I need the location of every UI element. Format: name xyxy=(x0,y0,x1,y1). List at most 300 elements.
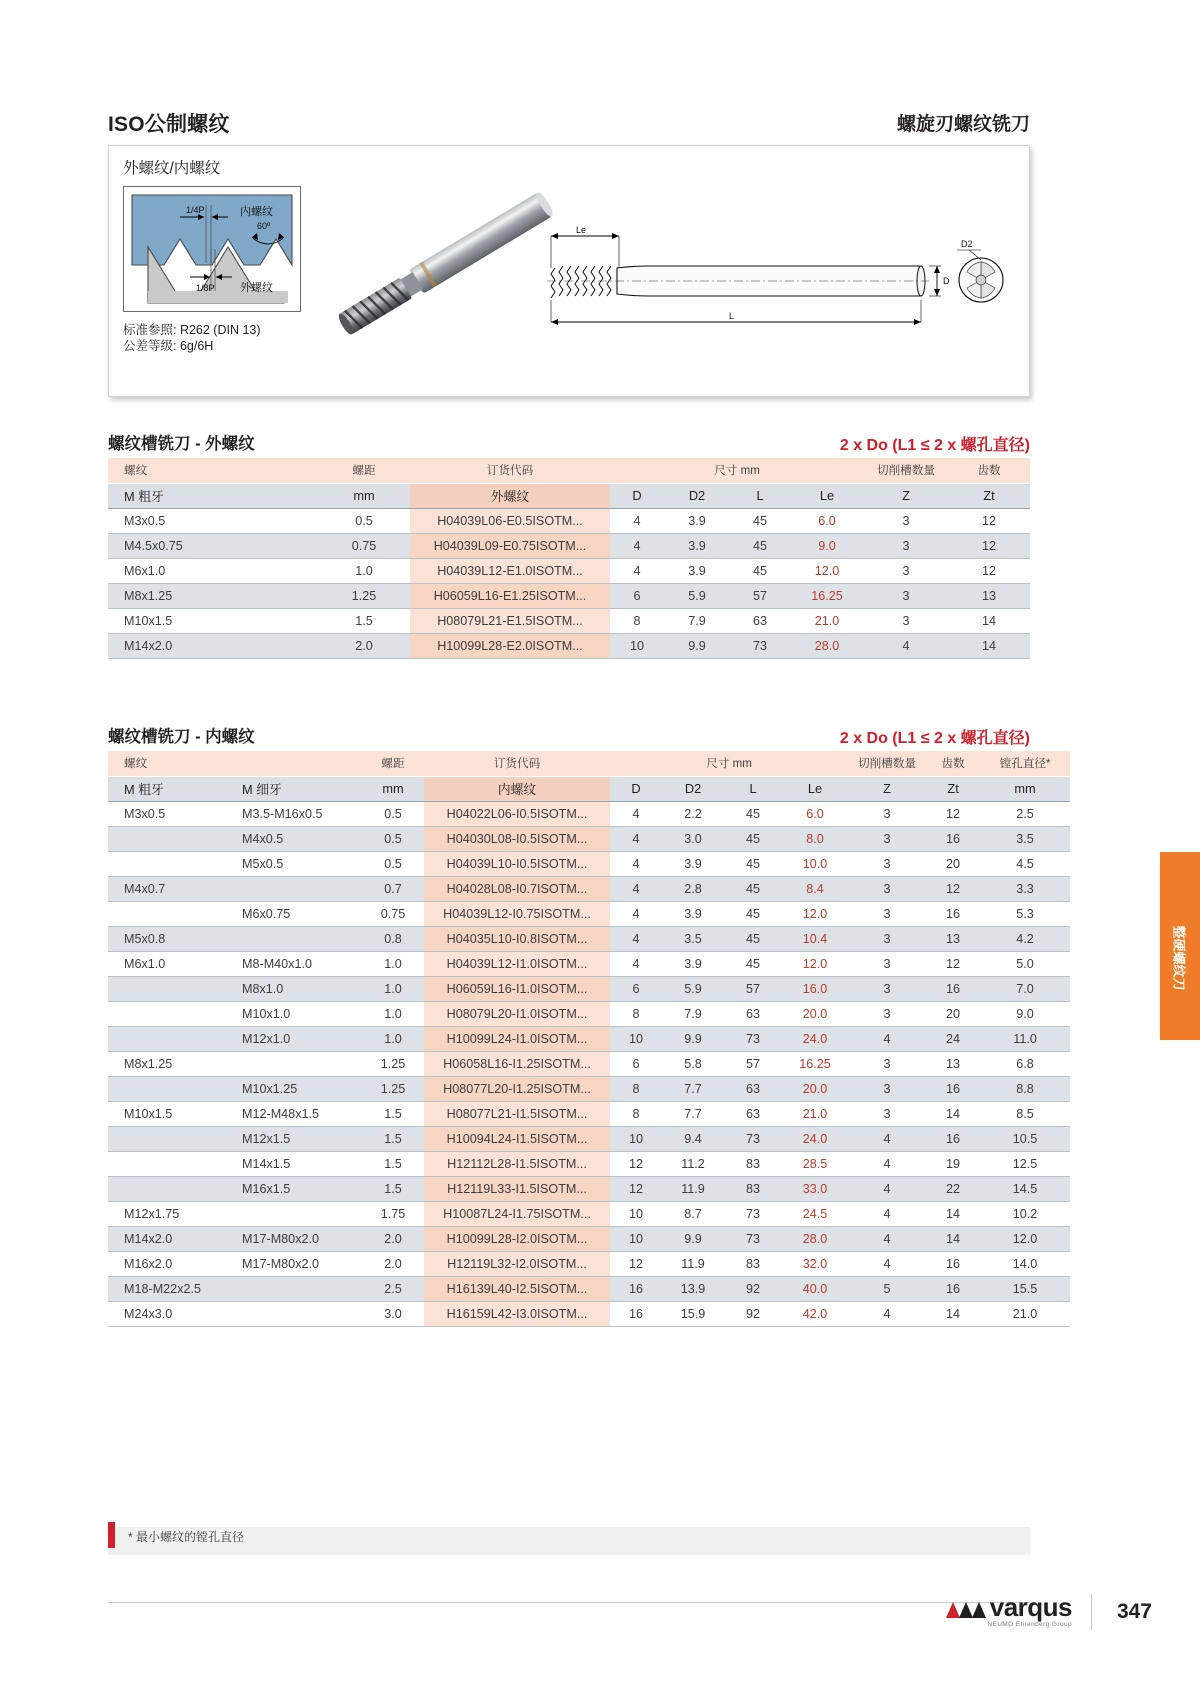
cell-d: 4 xyxy=(610,851,662,876)
cell-d2: 3.9 xyxy=(662,901,724,926)
cell-le: 24.5 xyxy=(782,1201,848,1226)
cell-z: 3 xyxy=(848,851,926,876)
cell-l: 45 xyxy=(730,558,790,583)
cell-le: 6.0 xyxy=(790,508,864,533)
group-th-dimensions: 尺寸 mm xyxy=(610,458,864,483)
cell-z: 3 xyxy=(848,926,926,951)
product-family-title: 螺旋刃螺纹铣刀 xyxy=(896,114,1030,135)
cell-d: 16 xyxy=(610,1276,662,1301)
cell-z: 3 xyxy=(864,608,948,633)
cell-bore: 8.5 xyxy=(980,1101,1070,1126)
cell-z: 3 xyxy=(848,876,926,901)
cell-thread-coarse: M3x0.5 xyxy=(108,801,232,826)
cell-d2: 8.7 xyxy=(662,1201,724,1226)
cell-d: 10 xyxy=(610,1126,662,1151)
group-th-dimensions-i: 尺寸 mm xyxy=(610,751,848,776)
cell-thread-fine: M8-M40x1.0 xyxy=(232,951,362,976)
dimension-drawing xyxy=(529,222,1019,342)
cell-pitch: 0.75 xyxy=(318,533,410,558)
cell-d2: 3.0 xyxy=(662,826,724,851)
cell-order-code: H10087L24-I1.75ISOTM... xyxy=(424,1201,610,1226)
svg-text:L: L xyxy=(729,311,735,321)
table-row[interactable] xyxy=(108,976,1070,1001)
cell-bore: 11.0 xyxy=(980,1026,1070,1051)
cell-le: 16.25 xyxy=(790,583,864,608)
cell-l: 63 xyxy=(724,1001,782,1026)
sub-th-l: L xyxy=(730,483,790,508)
cell-z: 3 xyxy=(864,583,948,608)
cell-z: 3 xyxy=(864,558,948,583)
sub-th-z: Z xyxy=(864,483,948,508)
page-number-divider xyxy=(1091,1594,1092,1630)
cell-thread-coarse xyxy=(108,826,232,851)
internal-table-body xyxy=(108,801,1070,1326)
cell-d2: 7.9 xyxy=(662,1001,724,1026)
cell-pitch: 1.75 xyxy=(362,1201,424,1226)
cell-bore: 4.5 xyxy=(980,851,1070,876)
cell-l: 83 xyxy=(724,1251,782,1276)
cell-z: 3 xyxy=(864,533,948,558)
cell-le: 28.5 xyxy=(782,1151,848,1176)
group-th-thread-i: 螺纹 xyxy=(108,751,362,776)
cell-l: 45 xyxy=(730,533,790,558)
table-row[interactable] xyxy=(108,876,1070,901)
cell-pitch: 0.5 xyxy=(362,801,424,826)
cell-thread-fine xyxy=(232,1276,362,1301)
cell-z: 4 xyxy=(848,1201,926,1226)
cell-z: 4 xyxy=(848,1176,926,1201)
footnote-accent-bar xyxy=(108,1522,115,1548)
sub-th-coarse: M 粗牙 xyxy=(108,483,318,508)
cell-l: 45 xyxy=(724,901,782,926)
cell-d2: 5.9 xyxy=(664,583,730,608)
cell-order-code: H04022L06-I0.5ISOTM... xyxy=(424,801,610,826)
cell-order-code: H10094L24-I1.5ISOTM... xyxy=(424,1126,610,1151)
cell-thread-coarse: M16x2.0 xyxy=(108,1251,232,1276)
sub-th-d2-i: D2 xyxy=(662,776,724,801)
cell-le: 6.0 xyxy=(782,801,848,826)
cell-d: 8 xyxy=(610,608,664,633)
sub-th-pitch-unit-i: mm xyxy=(362,776,424,801)
cell-zt: 16 xyxy=(926,901,980,926)
vargus-group-line: NEUMO Ehrenberg Group xyxy=(987,1621,1072,1628)
table-row[interactable] xyxy=(108,1076,1070,1101)
cell-order-code: H08077L20-I1.25ISOTM... xyxy=(424,1076,610,1101)
cell-d: 8 xyxy=(610,1076,662,1101)
sub-th-le-i: Le xyxy=(782,776,848,801)
cell-l: 83 xyxy=(724,1151,782,1176)
cell-z: 4 xyxy=(848,1226,926,1251)
cell-le: 12.0 xyxy=(790,558,864,583)
cell-le: 21.0 xyxy=(790,608,864,633)
cell-le: 12.0 xyxy=(782,901,848,926)
table-row[interactable] xyxy=(108,1126,1070,1151)
cell-order-code: H16159L42-I3.0ISOTM... xyxy=(424,1301,610,1326)
cell-le: 28.0 xyxy=(782,1226,848,1251)
cell-le: 9.0 xyxy=(790,533,864,558)
cell-thread-coarse xyxy=(108,1151,232,1176)
cell-d2: 7.7 xyxy=(662,1101,724,1126)
cell-d2: 9.4 xyxy=(662,1126,724,1151)
cell-thread-fine: M16x1.5 xyxy=(232,1176,362,1201)
cell-d2: 11.9 xyxy=(662,1176,724,1201)
cell-d: 6 xyxy=(610,583,664,608)
cell-thread-coarse xyxy=(108,1126,232,1151)
sub-th-fine-i: M 细牙 xyxy=(232,776,362,801)
table-row[interactable] xyxy=(108,951,1070,976)
cell-bore: 4.2 xyxy=(980,926,1070,951)
cell-bore: 8.8 xyxy=(980,1076,1070,1101)
table-row[interactable] xyxy=(108,901,1070,926)
cell-order-code: H12112L28-I1.5ISOTM... xyxy=(424,1151,610,1176)
table-row[interactable] xyxy=(108,1251,1070,1276)
cell-thread-fine: M10x1.0 xyxy=(232,1001,362,1026)
page-header xyxy=(108,108,1030,138)
cell-bore: 3.5 xyxy=(980,826,1070,851)
table-row[interactable] xyxy=(108,1151,1070,1176)
sub-th-zt-i: Zt xyxy=(926,776,980,801)
cell-le: 10.4 xyxy=(782,926,848,951)
cell-zt: 20 xyxy=(926,851,980,876)
cell-thread-fine: M12x1.5 xyxy=(232,1126,362,1151)
cell-zt: 14 xyxy=(926,1226,980,1251)
svg-text:1/4P: 1/4P xyxy=(186,205,205,215)
cell-bore: 10.2 xyxy=(980,1201,1070,1226)
side-tab-thread-mills[interactable] xyxy=(1160,852,1200,1040)
cell-le: 20.0 xyxy=(782,1076,848,1101)
cell-bore: 12.0 xyxy=(980,1226,1070,1251)
cell-le: 40.0 xyxy=(782,1276,848,1301)
cell-le: 12.0 xyxy=(782,951,848,976)
cell-zt: 14 xyxy=(926,1301,980,1326)
table-row[interactable] xyxy=(108,1201,1070,1226)
cell-d2: 7.7 xyxy=(662,1076,724,1101)
cell-le: 42.0 xyxy=(782,1301,848,1326)
cell-d: 10 xyxy=(610,633,664,658)
cell-d: 16 xyxy=(610,1301,662,1326)
internal-table-note: 2 x Do (L1 ≤ 2 x 螺孔直径) xyxy=(839,730,1030,747)
cell-zt: 22 xyxy=(926,1176,980,1201)
cell-z: 3 xyxy=(848,1101,926,1126)
cell-thread-fine: M17-M80x2.0 xyxy=(232,1226,362,1251)
cell-d: 8 xyxy=(610,1001,662,1026)
cell-z: 4 xyxy=(848,1251,926,1276)
external-sub-header-row xyxy=(108,483,1030,508)
cell-pitch: 1.5 xyxy=(362,1151,424,1176)
cell-thread: M3x0.5 xyxy=(108,508,318,533)
cell-bore: 12.5 xyxy=(980,1151,1070,1176)
cell-zt: 14 xyxy=(926,1201,980,1226)
external-table-body xyxy=(108,508,1030,658)
cell-thread-fine: M3.5-M16x0.5 xyxy=(232,801,362,826)
cell-le: 16.25 xyxy=(782,1051,848,1076)
cell-thread-coarse: M24x3.0 xyxy=(108,1301,232,1326)
cell-d: 4 xyxy=(610,901,662,926)
cell-pitch: 2.0 xyxy=(362,1226,424,1251)
figure-panel xyxy=(108,145,1030,397)
table-row[interactable] xyxy=(108,533,1030,558)
cell-l: 45 xyxy=(724,851,782,876)
internal-spec-table xyxy=(108,751,1070,1327)
cell-le: 20.0 xyxy=(782,1001,848,1026)
cell-pitch: 1.25 xyxy=(362,1076,424,1101)
footnote-text: * 最小螺纹的镗孔直径 xyxy=(128,1530,245,1544)
cell-d: 12 xyxy=(610,1151,662,1176)
table-row[interactable] xyxy=(108,1001,1070,1026)
cell-zt: 16 xyxy=(926,1251,980,1276)
external-table-title: 螺纹槽铣刀 - 外螺纹 xyxy=(108,435,255,453)
cell-bore: 5.3 xyxy=(980,901,1070,926)
table-row[interactable] xyxy=(108,633,1030,658)
svg-text:1/8P: 1/8P xyxy=(196,283,215,293)
sub-th-code-type: 外螺纹 xyxy=(410,483,610,508)
cell-zt: 16 xyxy=(926,1076,980,1101)
cell-l: 45 xyxy=(724,951,782,976)
cell-l: 63 xyxy=(730,608,790,633)
cell-d2: 2.2 xyxy=(662,801,724,826)
cell-zt: 14 xyxy=(948,633,1030,658)
group-th-pitch-i: 螺距 xyxy=(362,751,424,776)
cell-z: 3 xyxy=(848,976,926,1001)
cell-d: 6 xyxy=(610,976,662,1001)
cell-zt: 20 xyxy=(926,1001,980,1026)
table-row[interactable] xyxy=(108,558,1030,583)
sub-th-pitch-unit: mm xyxy=(318,483,410,508)
cell-thread-fine xyxy=(232,926,362,951)
cell-l: 57 xyxy=(724,1051,782,1076)
table-row[interactable] xyxy=(108,1226,1070,1251)
cell-d2: 7.9 xyxy=(664,608,730,633)
cell-d2: 3.9 xyxy=(664,508,730,533)
external-group-header-row xyxy=(108,458,1030,483)
internal-sub-header-row xyxy=(108,776,1070,801)
cell-d2: 3.9 xyxy=(664,533,730,558)
standard-reference: 标准参照: R262 (DIN 13) xyxy=(123,323,261,337)
cell-pitch: 0.75 xyxy=(362,901,424,926)
cell-zt: 14 xyxy=(948,608,1030,633)
cell-thread-fine: M10x1.25 xyxy=(232,1076,362,1101)
cell-zt: 12 xyxy=(948,558,1030,583)
cell-bore: 6.8 xyxy=(980,1051,1070,1076)
cell-d: 10 xyxy=(610,1226,662,1251)
cell-thread-coarse: M5x0.8 xyxy=(108,926,232,951)
cell-d: 4 xyxy=(610,876,662,901)
table-row[interactable] xyxy=(108,801,1070,826)
cell-zt: 13 xyxy=(926,1051,980,1076)
cell-order-code: H04035L10-I0.8ISOTM... xyxy=(424,926,610,951)
cell-z: 5 xyxy=(848,1276,926,1301)
cell-d: 10 xyxy=(610,1201,662,1226)
cell-d2: 9.9 xyxy=(662,1226,724,1251)
cell-thread-fine xyxy=(232,1201,362,1226)
table-row[interactable] xyxy=(108,1026,1070,1051)
cell-thread-fine xyxy=(232,1051,362,1076)
standards-block xyxy=(123,322,261,354)
cell-order-code: H06059L16-I1.0ISOTM... xyxy=(424,976,610,1001)
svg-text:内螺纹: 内螺纹 xyxy=(240,206,273,218)
cell-order-code: H08077L21-I1.5ISOTM... xyxy=(424,1101,610,1126)
cell-d: 4 xyxy=(610,951,662,976)
internal-table-block xyxy=(108,723,1030,747)
cell-l: 73 xyxy=(724,1226,782,1251)
cell-order-code: H04028L08-I0.7ISOTM... xyxy=(424,876,610,901)
cell-order-code: H06058L16-I1.25ISOTM... xyxy=(424,1051,610,1076)
group-th-flutes-i: 切削槽数量 xyxy=(848,751,926,776)
cell-z: 4 xyxy=(848,1301,926,1326)
svg-text:外螺纹: 外螺纹 xyxy=(240,282,273,294)
table-row[interactable] xyxy=(108,851,1070,876)
table-row[interactable] xyxy=(108,608,1030,633)
cell-d: 4 xyxy=(610,508,664,533)
cell-d: 4 xyxy=(610,558,664,583)
cell-pitch: 1.0 xyxy=(362,951,424,976)
cell-d2: 13.9 xyxy=(662,1276,724,1301)
cell-le: 28.0 xyxy=(790,633,864,658)
cell-bore: 10.5 xyxy=(980,1126,1070,1151)
table-row[interactable] xyxy=(108,1051,1070,1076)
sub-th-zt: Zt xyxy=(948,483,1030,508)
cell-d: 4 xyxy=(610,801,662,826)
cell-zt: 16 xyxy=(926,826,980,851)
table-row[interactable] xyxy=(108,926,1070,951)
cell-order-code: H04039L12-E1.0ISOTM... xyxy=(410,558,610,583)
cell-order-code: H04039L12-I1.0ISOTM... xyxy=(424,951,610,976)
cell-thread: M6x1.0 xyxy=(108,558,318,583)
cell-thread-fine xyxy=(232,1301,362,1326)
cell-thread-coarse: M6x1.0 xyxy=(108,951,232,976)
cell-pitch: 1.0 xyxy=(318,558,410,583)
cell-d2: 3.9 xyxy=(662,951,724,976)
cell-zt: 12 xyxy=(948,508,1030,533)
cell-l: 45 xyxy=(724,826,782,851)
cell-z: 3 xyxy=(848,951,926,976)
cell-l: 83 xyxy=(724,1176,782,1201)
cell-pitch: 0.8 xyxy=(362,926,424,951)
cell-order-code: H06059L16-E1.25ISOTM... xyxy=(410,583,610,608)
external-table-block xyxy=(108,430,1030,454)
sub-th-d: D xyxy=(610,483,664,508)
vargus-wordmark: varqus xyxy=(989,1592,1072,1622)
internal-group-header-row xyxy=(108,751,1070,776)
group-th-teeth: 齿数 xyxy=(948,458,1030,483)
group-th-order-code: 订货代码 xyxy=(410,458,610,483)
cell-bore: 21.0 xyxy=(980,1301,1070,1326)
table-row[interactable] xyxy=(108,508,1030,533)
cell-thread-coarse xyxy=(108,1026,232,1051)
cell-thread: M8x1.25 xyxy=(108,583,318,608)
table-row[interactable] xyxy=(108,1276,1070,1301)
cell-thread-fine: M4x0.5 xyxy=(232,826,362,851)
cell-d2: 3.9 xyxy=(664,558,730,583)
cell-d: 4 xyxy=(610,826,662,851)
group-th-teeth-i: 齿数 xyxy=(926,751,980,776)
table-row[interactable] xyxy=(108,826,1070,851)
cell-d2: 2.8 xyxy=(662,876,724,901)
cell-le: 10.0 xyxy=(782,851,848,876)
cell-thread-coarse: M14x2.0 xyxy=(108,1226,232,1251)
cell-pitch: 0.5 xyxy=(362,851,424,876)
cell-l: 45 xyxy=(724,801,782,826)
table-row[interactable] xyxy=(108,583,1030,608)
cell-d2: 9.9 xyxy=(662,1026,724,1051)
cell-d: 4 xyxy=(610,533,664,558)
cell-order-code: H16139L40-I2.5ISOTM... xyxy=(424,1276,610,1301)
external-spec-table xyxy=(108,458,1030,659)
thread-profile-diagram xyxy=(123,186,301,312)
cell-zt: 14 xyxy=(926,1101,980,1126)
cell-le: 32.0 xyxy=(782,1251,848,1276)
sub-th-code-type-i: 内螺纹 xyxy=(424,776,610,801)
cell-zt: 12 xyxy=(926,801,980,826)
cell-pitch: 0.5 xyxy=(318,508,410,533)
cell-d: 12 xyxy=(610,1251,662,1276)
cell-thread-coarse xyxy=(108,851,232,876)
cell-le: 8.0 xyxy=(782,826,848,851)
cell-d2: 11.9 xyxy=(662,1251,724,1276)
vargus-logo xyxy=(944,1594,1072,1628)
cell-d2: 5.8 xyxy=(662,1051,724,1076)
cell-pitch: 1.0 xyxy=(362,1001,424,1026)
cell-l: 57 xyxy=(730,583,790,608)
tolerance-class: 公差等级: 6g/6H xyxy=(123,339,214,353)
svg-text:Le: Le xyxy=(576,225,587,235)
cell-pitch: 1.5 xyxy=(362,1101,424,1126)
cell-z: 3 xyxy=(864,508,948,533)
cell-order-code: H04039L10-I0.5ISOTM... xyxy=(424,851,610,876)
cell-pitch: 0.7 xyxy=(362,876,424,901)
cell-pitch: 1.25 xyxy=(362,1051,424,1076)
sub-th-z-i: Z xyxy=(848,776,926,801)
table-row[interactable] xyxy=(108,1101,1070,1126)
cell-thread: M14x2.0 xyxy=(108,633,318,658)
cell-thread-coarse: M10x1.5 xyxy=(108,1101,232,1126)
sub-th-bore-unit-i: mm xyxy=(980,776,1070,801)
cell-d: 4 xyxy=(610,926,662,951)
cell-thread-fine: M12x1.0 xyxy=(232,1026,362,1051)
cell-pitch: 1.5 xyxy=(318,608,410,633)
cell-l: 92 xyxy=(724,1276,782,1301)
sub-th-d-i: D xyxy=(610,776,662,801)
cell-l: 45 xyxy=(730,508,790,533)
footnote-band xyxy=(108,1527,1030,1555)
cell-l: 57 xyxy=(724,976,782,1001)
sub-th-d2: D2 xyxy=(664,483,730,508)
cell-bore: 7.0 xyxy=(980,976,1070,1001)
cell-l: 92 xyxy=(724,1301,782,1326)
svg-text:D2: D2 xyxy=(961,239,973,249)
cell-z: 4 xyxy=(848,1151,926,1176)
table-row[interactable] xyxy=(108,1176,1070,1201)
cell-thread-fine xyxy=(232,876,362,901)
cell-l: 73 xyxy=(724,1026,782,1051)
external-table-wrap xyxy=(108,458,1030,659)
cell-pitch: 1.0 xyxy=(362,976,424,1001)
sub-th-coarse-i: M 粗牙 xyxy=(108,776,232,801)
thread-profile-svg xyxy=(124,187,300,311)
cell-zt: 13 xyxy=(948,583,1030,608)
page-title: ISO公制螺纹 xyxy=(108,113,230,136)
cell-z: 3 xyxy=(848,901,926,926)
cell-d: 12 xyxy=(610,1176,662,1201)
cell-zt: 12 xyxy=(926,951,980,976)
cell-thread-coarse: M18-M22x2.5 xyxy=(108,1276,232,1301)
cell-d2: 9.9 xyxy=(664,633,730,658)
cell-pitch: 0.5 xyxy=(362,826,424,851)
cell-le: 16.0 xyxy=(782,976,848,1001)
table-row[interactable] xyxy=(108,1301,1070,1326)
cell-order-code: H04039L12-I0.75ISOTM... xyxy=(424,901,610,926)
cell-l: 73 xyxy=(724,1201,782,1226)
